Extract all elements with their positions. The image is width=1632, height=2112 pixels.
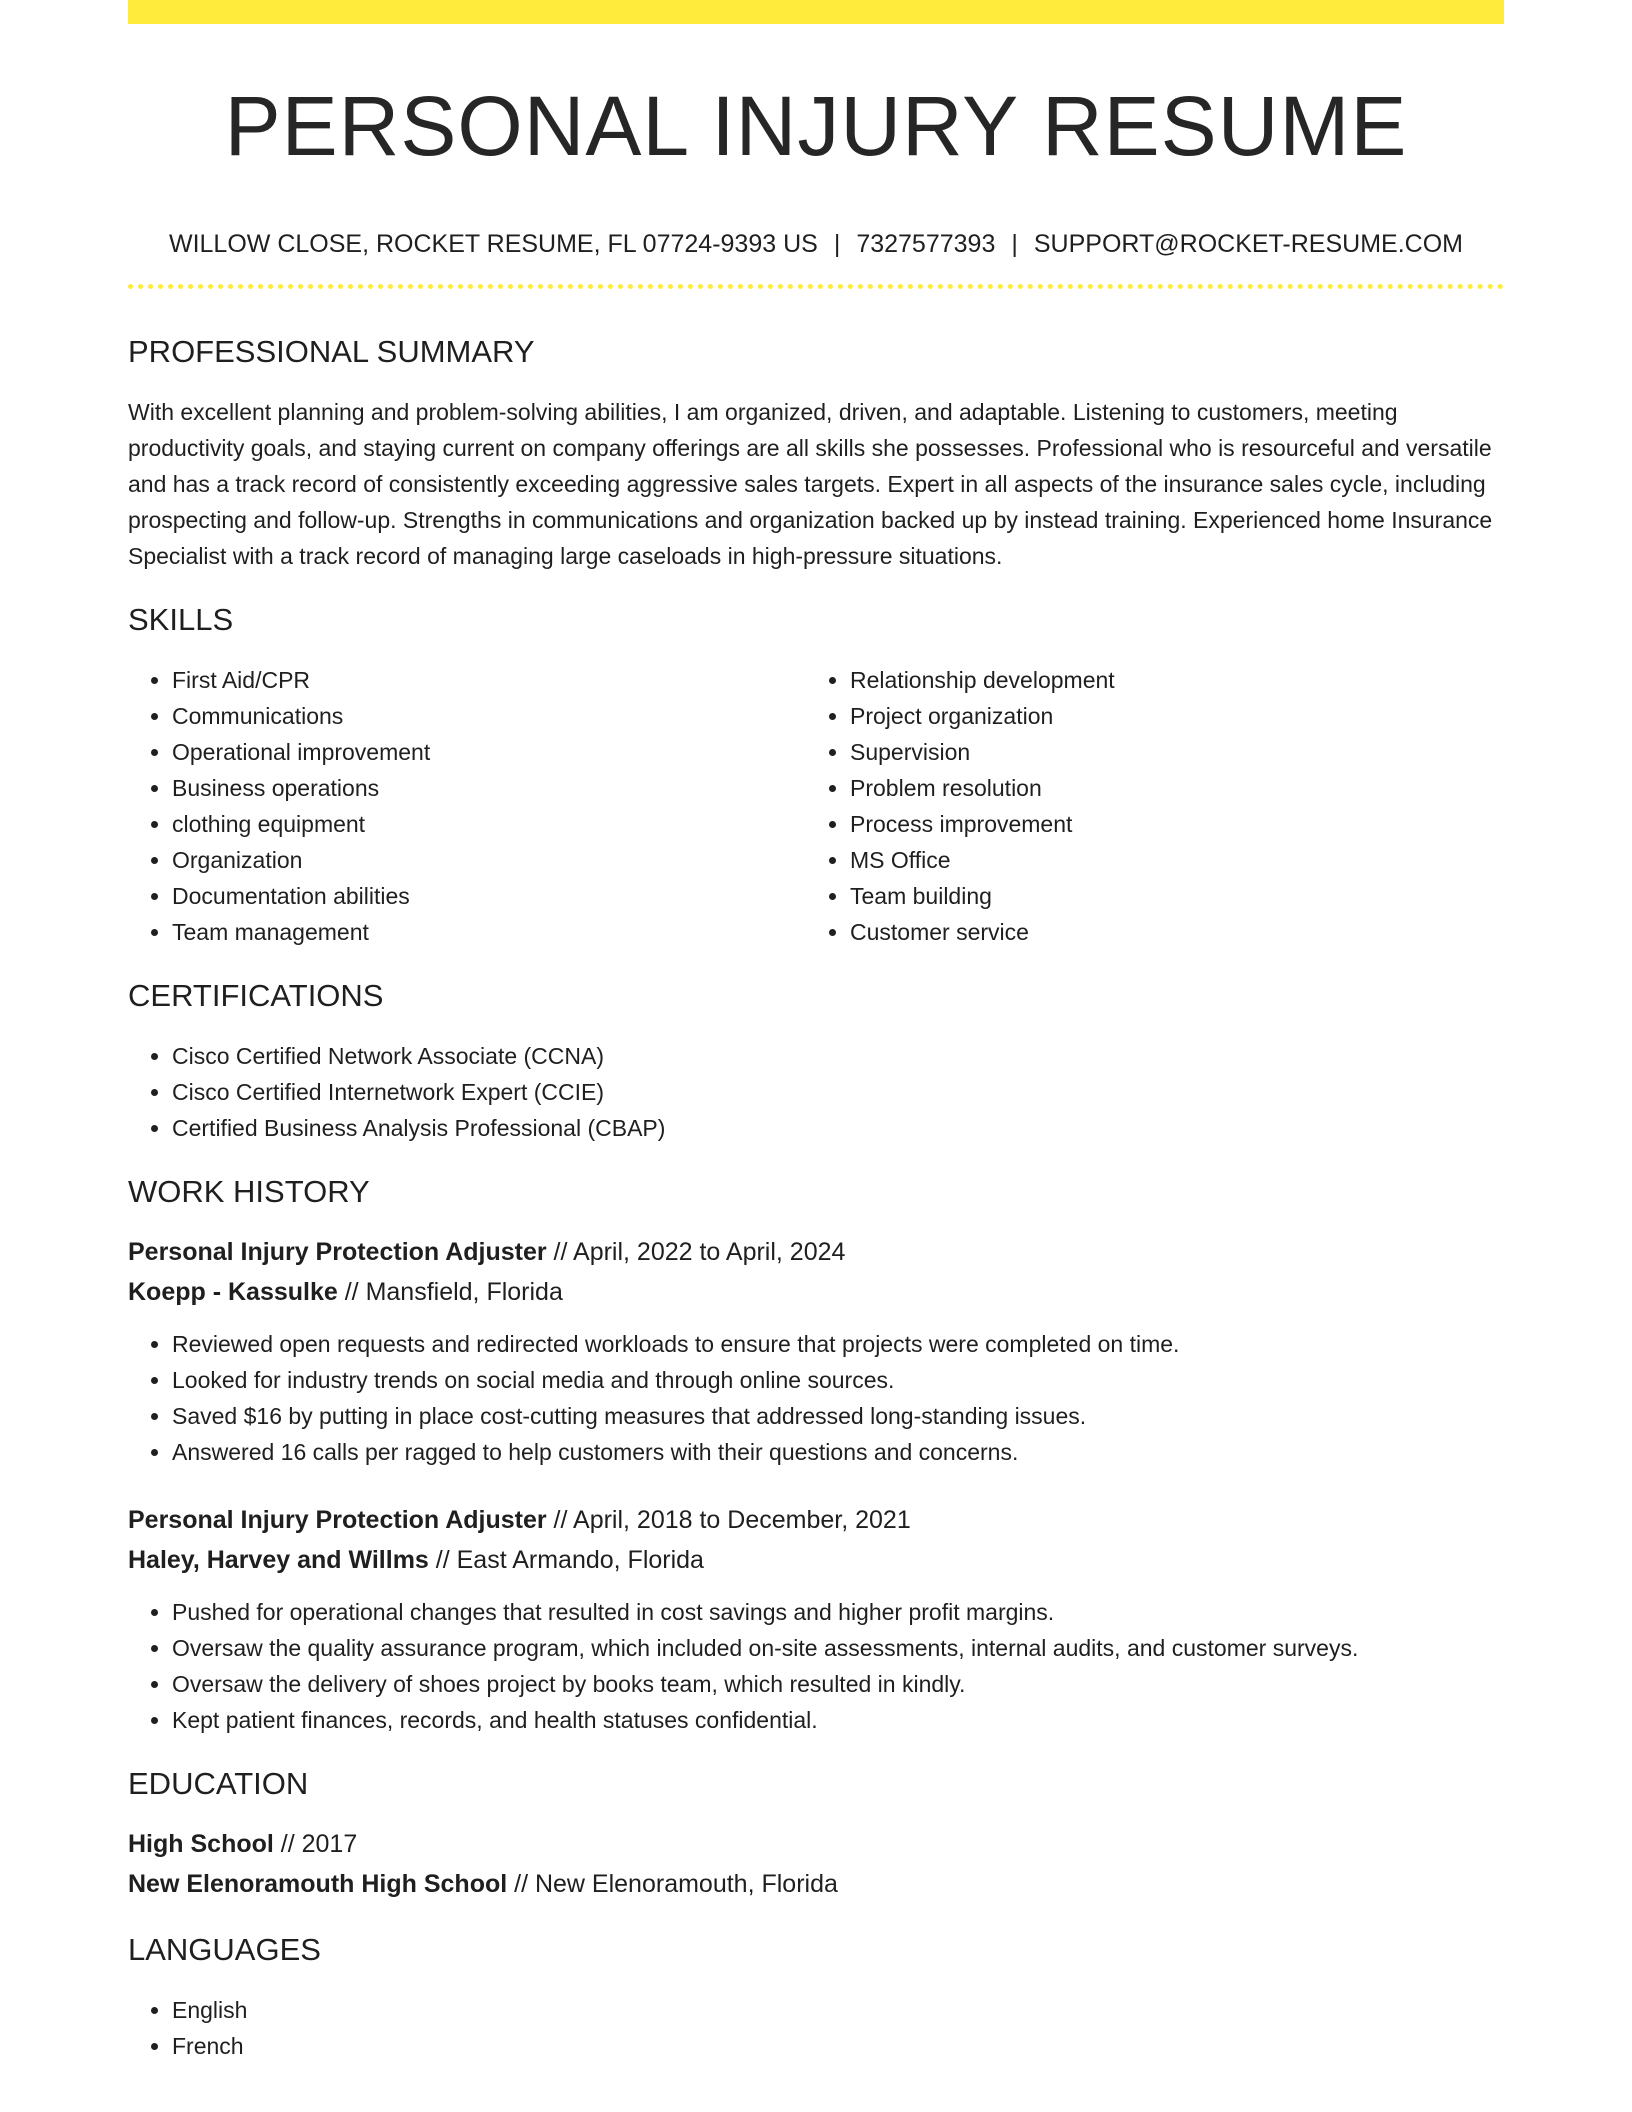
section-title-skills: SKILLS <box>128 602 234 637</box>
job-duty-item: • Kept patient finances, records, and health statuses confidential. <box>172 1702 1504 1738</box>
job-dates: // April, 2022 to April, 2024 <box>546 1238 846 1266</box>
job-duty-item: • Oversaw the delivery of shoes project by books team, which resulted in kindly. <box>172 1666 1504 1702</box>
job-role: Personal Injury Protection Adjuster <box>128 1238 547 1266</box>
skill-item: • Supervision <box>850 734 1484 770</box>
job-duty-item: • Pushed for operational changes that resulted in cost savings and higher profit margins. <box>172 1594 1504 1630</box>
section-title-summary: PROFESSIONAL SUMMARY <box>128 334 535 369</box>
skills-column-left <box>128 662 806 950</box>
job-duties-list <box>128 1594 1504 1738</box>
job-duty-item: • Oversaw the quality assurance program, which included on-site assessments, internal audits, and customer surveys. <box>172 1630 1504 1666</box>
skills-columns <box>128 662 1504 950</box>
job-duty-item: • Looked for industry trends on social media and through online sources. <box>172 1362 1504 1398</box>
skill-item: • Process improvement <box>850 806 1484 842</box>
contact-line <box>128 228 1504 260</box>
resume-page <box>128 0 1504 2064</box>
language-item: • French <box>172 2028 1504 2064</box>
education-degree: High School <box>128 1830 274 1858</box>
education-school-line <box>128 1864 1504 1904</box>
job-company-line <box>128 1272 1504 1312</box>
education-school: New Elenoramouth High School <box>128 1870 508 1898</box>
skill-item: • Team management <box>172 914 806 950</box>
skill-item: • Communications <box>172 698 806 734</box>
skill-item: • clothing equipment <box>172 806 806 842</box>
contact-separator: | <box>1011 230 1018 258</box>
section-title-education: EDUCATION <box>128 1766 309 1801</box>
languages-list <box>128 1992 1504 2064</box>
job-duty-item: • Saved $16 by putting in place cost-cutting measures that addressed long-standing issues. <box>172 1398 1504 1434</box>
skill-item: • MS Office <box>850 842 1484 878</box>
job-dates: // April, 2018 to December, 2021 <box>546 1506 911 1534</box>
skill-item: • Project organization <box>850 698 1484 734</box>
section-title-work-history: WORK HISTORY <box>128 1174 370 1209</box>
contact-email: SUPPORT@ROCKET-RESUME.COM <box>1033 230 1463 258</box>
education-degree-line <box>128 1824 1504 1864</box>
dotted-divider <box>128 284 1504 289</box>
certifications-list <box>128 1038 1504 1146</box>
job-title-line <box>128 1500 1504 1540</box>
skill-item: • Business operations <box>172 770 806 806</box>
certification-item: • Cisco Certified Internetwork Expert (CCIE) <box>172 1074 1504 1110</box>
job-company-line <box>128 1540 1504 1580</box>
job-duty-item: • Answered 16 calls per ragged to help customers with their questions and concerns. <box>172 1434 1504 1470</box>
job-company: Koepp - Kassulke <box>128 1278 338 1306</box>
contact-separator: | <box>833 230 841 258</box>
contact-phone: 7327577393 <box>856 230 996 258</box>
skill-item: • Organization <box>172 842 806 878</box>
top-accent-bar <box>128 0 1504 24</box>
skills-list-right <box>806 662 1484 950</box>
job-location: // East Armando, Florida <box>428 1546 704 1574</box>
skill-item: • Operational improvement <box>172 734 806 770</box>
skills-list-left <box>128 662 806 950</box>
skill-item: • Team building <box>850 878 1484 914</box>
language-item: • English <box>172 1992 1504 2028</box>
skill-item: • Customer service <box>850 914 1484 950</box>
skill-item: • Relationship development <box>850 662 1484 698</box>
education-location: // New Elenoramouth, Florida <box>507 1870 838 1898</box>
skill-item: • Documentation abilities <box>172 878 806 914</box>
summary-text: With excellent planning and problem-solving abilities, I am organized, driven, and adaptable. Listening to customers, meeting productivity goals, and staying current on company offerings are all skills she possesses. Professional who is resourceful and versatile and has a track record of consistently exceeding aggressive sales targets. Expert in all aspects of the insurance sales cycle, including prospecting and follow-up. Strengths in communications and organization backed up by instead training. Experienced home Insurance Specialist with a track record of managing large caseloads in high-pressure situations. <box>128 399 1493 569</box>
job-duties-list <box>128 1326 1504 1470</box>
skill-item: • First Aid/CPR <box>172 662 806 698</box>
resume-title: PERSONAL INJURY RESUME <box>224 79 1408 173</box>
certification-item: • Cisco Certified Network Associate (CCNA) <box>172 1038 1504 1074</box>
skill-item: • Problem resolution <box>850 770 1484 806</box>
job-duty-item: • Reviewed open requests and redirected workloads to ensure that projects were completed on time. <box>172 1326 1504 1362</box>
skills-column-right <box>806 662 1484 950</box>
job-company: Haley, Harvey and Willms <box>128 1546 429 1574</box>
job-title-line <box>128 1232 1504 1272</box>
job-role: Personal Injury Protection Adjuster <box>128 1506 547 1534</box>
section-title-languages: LANGUAGES <box>128 1932 321 1967</box>
contact-address: WILLOW CLOSE, ROCKET RESUME, FL 07724-9393 US <box>168 230 818 258</box>
section-title-certifications: CERTIFICATIONS <box>128 978 384 1013</box>
job-location: // Mansfield, Florida <box>337 1278 563 1306</box>
certification-item: • Certified Business Analysis Professional (CBAP) <box>172 1110 1504 1146</box>
education-year: // 2017 <box>273 1830 358 1858</box>
